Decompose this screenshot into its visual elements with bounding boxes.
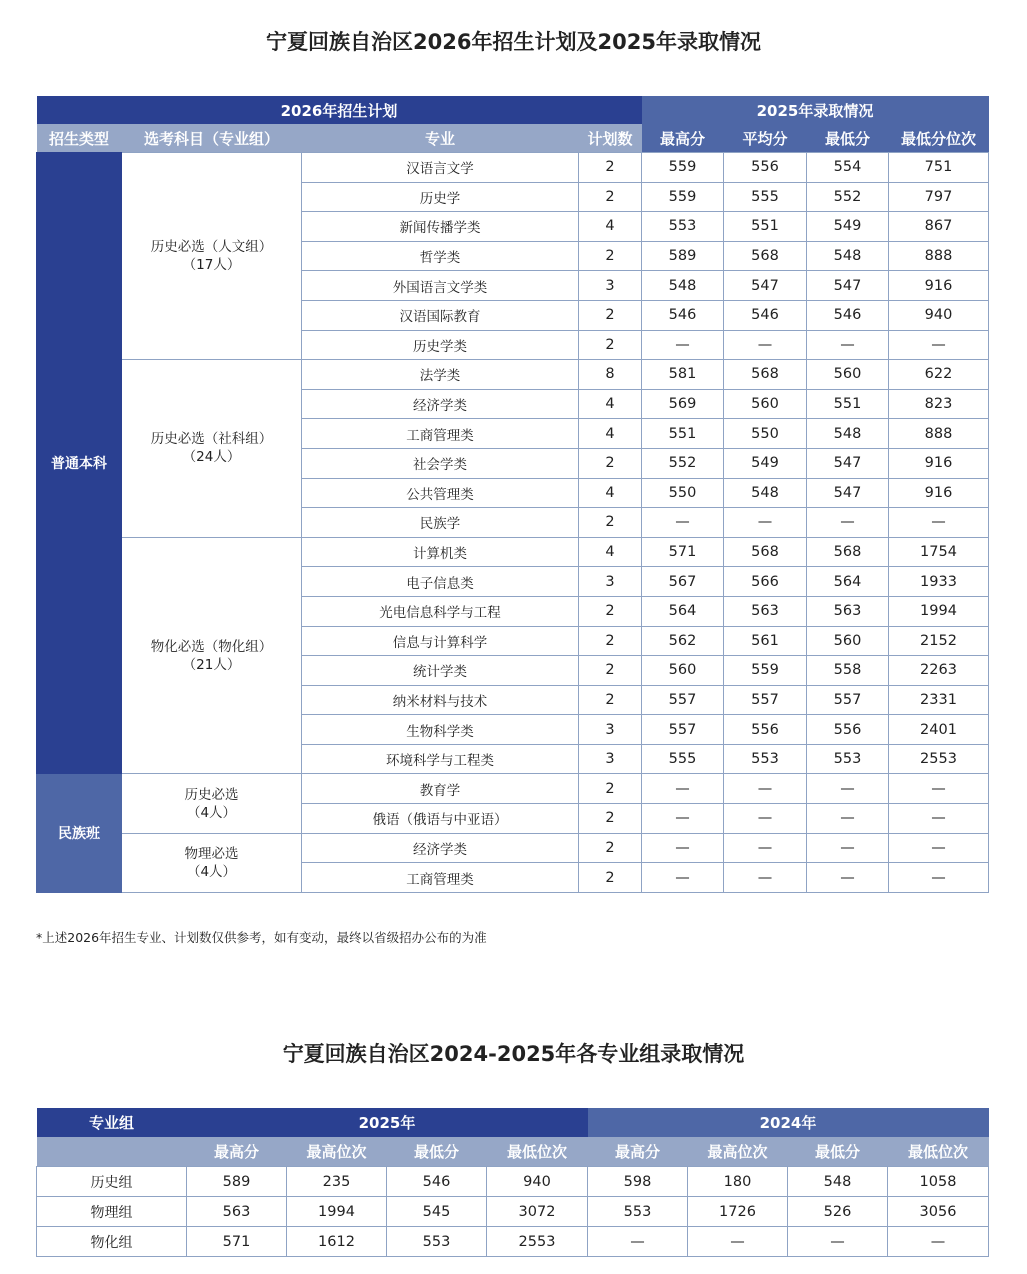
table-row: [37, 833, 989, 863]
plan-count-cell: 2: [579, 596, 642, 626]
value-cell-2025: 589: [187, 1167, 287, 1197]
plan-count-cell: 3: [579, 567, 642, 597]
subject-group-count: （21人）: [182, 656, 241, 673]
value-cell-2025: 545: [387, 1197, 487, 1227]
avg-score-cell: —: [724, 508, 807, 538]
col-header: 最高分: [642, 124, 724, 153]
min-score-cell: 554: [807, 153, 889, 183]
table-row: [37, 1227, 989, 1257]
min-score-cell: 558: [807, 656, 889, 686]
avg-score-cell: 546: [724, 300, 807, 330]
avg-score-cell: 559: [724, 656, 807, 686]
min-score-cell: 547: [807, 478, 889, 508]
group-name-cell: 物理组: [37, 1197, 187, 1227]
table-row: [37, 153, 989, 183]
col-header: 最高分: [588, 1137, 688, 1167]
plan-count-cell: 4: [579, 419, 642, 449]
avg-score-cell: 560: [724, 389, 807, 419]
plan-count-cell: 2: [579, 300, 642, 330]
subject-group-cell: [122, 153, 302, 360]
plan-count-cell: 2: [579, 448, 642, 478]
major-cell: 汉语言文学: [302, 153, 579, 183]
value-cell-2024: —: [588, 1227, 688, 1257]
plan-count-cell: 2: [579, 774, 642, 804]
min-rank-cell: —: [889, 833, 989, 863]
avg-score-cell: —: [724, 833, 807, 863]
header-2025-admission: 2025年录取情况: [642, 96, 989, 124]
major-cell: 纳米材料与技术: [302, 685, 579, 715]
max-score-cell: —: [642, 863, 724, 893]
major-cell: 民族学: [302, 508, 579, 538]
max-score-cell: 559: [642, 153, 724, 183]
min-score-cell: —: [807, 508, 889, 538]
major-cell: 历史学: [302, 182, 579, 212]
value-cell-2024: 1726: [688, 1197, 788, 1227]
min-rank-cell: 888: [889, 241, 989, 271]
avg-score-cell: —: [724, 774, 807, 804]
col-header: 最高位次: [688, 1137, 788, 1167]
plan-count-cell: 4: [579, 389, 642, 419]
major-cell: 新闻传播学类: [302, 212, 579, 242]
max-score-cell: 564: [642, 596, 724, 626]
plan-count-cell: 2: [579, 508, 642, 538]
min-rank-cell: 916: [889, 271, 989, 301]
major-cell: 经济学类: [302, 389, 579, 419]
col-header: 招生类型: [37, 124, 122, 153]
col-header: 最低分: [807, 124, 889, 153]
min-rank-cell: 2553: [889, 744, 989, 774]
major-cell: 生物科学类: [302, 715, 579, 745]
min-rank-cell: 1994: [889, 596, 989, 626]
value-cell-2024: —: [888, 1227, 989, 1257]
col-header: 最低分: [387, 1137, 487, 1167]
min-rank-cell: 751: [889, 153, 989, 183]
value-cell-2024: 1058: [888, 1167, 989, 1197]
plan-count-cell: 4: [579, 478, 642, 508]
max-score-cell: 557: [642, 715, 724, 745]
value-cell-2024: —: [688, 1227, 788, 1257]
section-title: 宁夏回族自治区2024-2025年各专业组录取情况: [282, 1042, 745, 1066]
min-rank-cell: —: [889, 804, 989, 834]
plan-count-cell: 2: [579, 330, 642, 360]
col-header: 最低位次: [888, 1137, 989, 1167]
min-score-cell: 568: [807, 537, 889, 567]
min-score-cell: 560: [807, 626, 889, 656]
value-cell-2024: 526: [788, 1197, 888, 1227]
value-cell-2025: 546: [387, 1167, 487, 1197]
col-header: 最低分: [788, 1137, 888, 1167]
group-name-cell: 历史组: [37, 1167, 187, 1197]
col-header: 最低位次: [487, 1137, 588, 1167]
value-cell-2024: 553: [588, 1197, 688, 1227]
col-header: 平均分: [724, 124, 807, 153]
min-rank-cell: —: [889, 774, 989, 804]
min-score-cell: —: [807, 330, 889, 360]
avg-score-cell: —: [724, 330, 807, 360]
plan-count-cell: 3: [579, 715, 642, 745]
min-score-cell: 547: [807, 448, 889, 478]
min-score-cell: 546: [807, 300, 889, 330]
min-rank-cell: —: [889, 508, 989, 538]
subject-group-cell: [122, 774, 302, 833]
plan-count-cell: 2: [579, 804, 642, 834]
min-score-cell: —: [807, 804, 889, 834]
major-cell: 计算机类: [302, 537, 579, 567]
major-cell: 光电信息科学与工程: [302, 596, 579, 626]
max-score-cell: 567: [642, 567, 724, 597]
max-score-cell: 555: [642, 744, 724, 774]
header-2026-plan: 2026年招生计划: [37, 96, 642, 124]
max-score-cell: 569: [642, 389, 724, 419]
avg-score-cell: 555: [724, 182, 807, 212]
avg-score-cell: 556: [724, 153, 807, 183]
page-title: 宁夏回族自治区2026年招生计划及2025年录取情况: [266, 30, 761, 54]
major-cell: 工商管理类: [302, 863, 579, 893]
major-cell: 教育学: [302, 774, 579, 804]
plan-count-cell: 3: [579, 271, 642, 301]
max-score-cell: 581: [642, 360, 724, 390]
table-row: [37, 774, 989, 804]
min-rank-cell: 916: [889, 448, 989, 478]
max-score-cell: —: [642, 833, 724, 863]
table-row: [37, 1167, 989, 1197]
major-cell: 汉语国际教育: [302, 300, 579, 330]
avg-score-cell: 548: [724, 478, 807, 508]
value-cell-2024: 548: [788, 1167, 888, 1197]
avg-score-cell: 547: [724, 271, 807, 301]
plan-count-cell: 2: [579, 153, 642, 183]
value-cell-2024: 598: [588, 1167, 688, 1197]
min-rank-cell: 2152: [889, 626, 989, 656]
min-rank-cell: 1933: [889, 567, 989, 597]
min-score-cell: 548: [807, 419, 889, 449]
min-rank-cell: 916: [889, 478, 989, 508]
subject-group-cell: [122, 833, 302, 892]
avg-score-cell: 561: [724, 626, 807, 656]
major-cell: 统计学类: [302, 656, 579, 686]
major-cell: 社会学类: [302, 448, 579, 478]
min-score-cell: 556: [807, 715, 889, 745]
value-cell-2025: 2553: [487, 1227, 588, 1257]
major-cell: 历史学类: [302, 330, 579, 360]
min-score-cell: 560: [807, 360, 889, 390]
avg-score-cell: 556: [724, 715, 807, 745]
max-score-cell: —: [642, 804, 724, 834]
max-score-cell: 551: [642, 419, 724, 449]
enrollment-plan-table: [36, 96, 989, 893]
plan-count-cell: 2: [579, 656, 642, 686]
min-score-cell: 548: [807, 241, 889, 271]
plan-count-cell: 2: [579, 241, 642, 271]
max-score-cell: 552: [642, 448, 724, 478]
col-header: 最高位次: [287, 1137, 387, 1167]
plan-count-cell: 8: [579, 360, 642, 390]
subject-group-count: （24人）: [182, 449, 241, 466]
min-score-cell: 553: [807, 744, 889, 774]
category-cell: 普通本科: [37, 153, 122, 774]
col-header: 专业: [302, 124, 579, 153]
major-cell: 公共管理类: [302, 478, 579, 508]
subject-group-cell: [122, 537, 302, 774]
group-admission-table: [36, 1108, 989, 1257]
major-cell: 哲学类: [302, 241, 579, 271]
group-header: 专业组: [37, 1108, 187, 1137]
min-rank-cell: 2263: [889, 656, 989, 686]
min-score-cell: —: [807, 833, 889, 863]
subject-group-label: 历史必选（人文组）: [150, 239, 273, 256]
plan-count-cell: 2: [579, 626, 642, 656]
major-cell: 电子信息类: [302, 567, 579, 597]
max-score-cell: 553: [642, 212, 724, 242]
avg-score-cell: 550: [724, 419, 807, 449]
min-rank-cell: 1754: [889, 537, 989, 567]
col-header-blank: [37, 1137, 187, 1167]
major-cell: 环境科学与工程类: [302, 744, 579, 774]
subject-group-label: 物理必选: [184, 845, 239, 862]
avg-score-cell: —: [724, 804, 807, 834]
avg-score-cell: 549: [724, 448, 807, 478]
min-score-cell: 551: [807, 389, 889, 419]
min-rank-cell: 2401: [889, 715, 989, 745]
avg-score-cell: 553: [724, 744, 807, 774]
subject-group-count: （4人）: [186, 804, 237, 821]
value-cell-2025: 563: [187, 1197, 287, 1227]
min-score-cell: 563: [807, 596, 889, 626]
min-rank-cell: 823: [889, 389, 989, 419]
plan-count-cell: 3: [579, 744, 642, 774]
value-cell-2025: 3072: [487, 1197, 588, 1227]
min-score-cell: 549: [807, 212, 889, 242]
value-cell-2024: 180: [688, 1167, 788, 1197]
min-rank-cell: —: [889, 863, 989, 893]
header-2024: 2024年: [588, 1108, 989, 1137]
col-header: 选考科目（专业组）: [122, 124, 302, 153]
max-score-cell: —: [642, 330, 724, 360]
major-cell: 经济学类: [302, 833, 579, 863]
min-rank-cell: —: [889, 330, 989, 360]
table-row: [37, 537, 989, 567]
plan-count-cell: 4: [579, 212, 642, 242]
min-rank-cell: 622: [889, 360, 989, 390]
col-header: 最低分位次: [889, 124, 989, 153]
group-name-cell: 物化组: [37, 1227, 187, 1257]
value-cell-2024: 3056: [888, 1197, 989, 1227]
min-score-cell: 564: [807, 567, 889, 597]
max-score-cell: 550: [642, 478, 724, 508]
min-score-cell: 557: [807, 685, 889, 715]
value-cell-2025: 1994: [287, 1197, 387, 1227]
max-score-cell: 589: [642, 241, 724, 271]
avg-score-cell: 566: [724, 567, 807, 597]
max-score-cell: 557: [642, 685, 724, 715]
subject-group-count: （4人）: [186, 863, 237, 880]
min-score-cell: —: [807, 774, 889, 804]
min-rank-cell: 867: [889, 212, 989, 242]
min-rank-cell: 2331: [889, 685, 989, 715]
category-cell: 民族班: [37, 774, 122, 892]
subject-group-label: 历史必选（社科组）: [150, 431, 273, 448]
footnote: *上述2026年招生专业、计划数仅供参考，如有变动，最终以省级招办公布的为准: [36, 930, 487, 945]
subject-group-count: （17人）: [182, 257, 241, 274]
avg-score-cell: 568: [724, 537, 807, 567]
min-score-cell: 547: [807, 271, 889, 301]
avg-score-cell: 557: [724, 685, 807, 715]
max-score-cell: 562: [642, 626, 724, 656]
min-score-cell: —: [807, 863, 889, 893]
min-rank-cell: 940: [889, 300, 989, 330]
plan-count-cell: 2: [579, 863, 642, 893]
min-score-cell: 552: [807, 182, 889, 212]
value-cell-2025: 553: [387, 1227, 487, 1257]
col-header: 最高分: [187, 1137, 287, 1167]
plan-count-cell: 2: [579, 685, 642, 715]
max-score-cell: 559: [642, 182, 724, 212]
value-cell-2025: 235: [287, 1167, 387, 1197]
avg-score-cell: 568: [724, 360, 807, 390]
max-score-cell: 571: [642, 537, 724, 567]
table-row: [37, 1197, 989, 1227]
min-rank-cell: 888: [889, 419, 989, 449]
header-2025: 2025年: [187, 1108, 588, 1137]
subject-group-label: 历史必选: [184, 786, 239, 803]
subject-group-label: 物化必选（物化组）: [150, 638, 273, 655]
value-cell-2024: —: [788, 1227, 888, 1257]
value-cell-2025: 940: [487, 1167, 588, 1197]
value-cell-2025: 571: [187, 1227, 287, 1257]
max-score-cell: 548: [642, 271, 724, 301]
major-cell: 工商管理类: [302, 419, 579, 449]
avg-score-cell: —: [724, 863, 807, 893]
max-score-cell: 546: [642, 300, 724, 330]
max-score-cell: —: [642, 508, 724, 538]
max-score-cell: —: [642, 774, 724, 804]
min-rank-cell: 797: [889, 182, 989, 212]
table-row: [37, 360, 989, 390]
major-cell: 外国语言文学类: [302, 271, 579, 301]
avg-score-cell: 551: [724, 212, 807, 242]
avg-score-cell: 563: [724, 596, 807, 626]
value-cell-2025: 1612: [287, 1227, 387, 1257]
max-score-cell: 560: [642, 656, 724, 686]
major-cell: 俄语（俄语与中亚语）: [302, 804, 579, 834]
avg-score-cell: 568: [724, 241, 807, 271]
plan-count-cell: 4: [579, 537, 642, 567]
subject-group-cell: [122, 360, 302, 538]
plan-count-cell: 2: [579, 833, 642, 863]
plan-count-cell: 2: [579, 182, 642, 212]
major-cell: 法学类: [302, 360, 579, 390]
col-header: 计划数: [579, 124, 642, 153]
major-cell: 信息与计算科学: [302, 626, 579, 656]
